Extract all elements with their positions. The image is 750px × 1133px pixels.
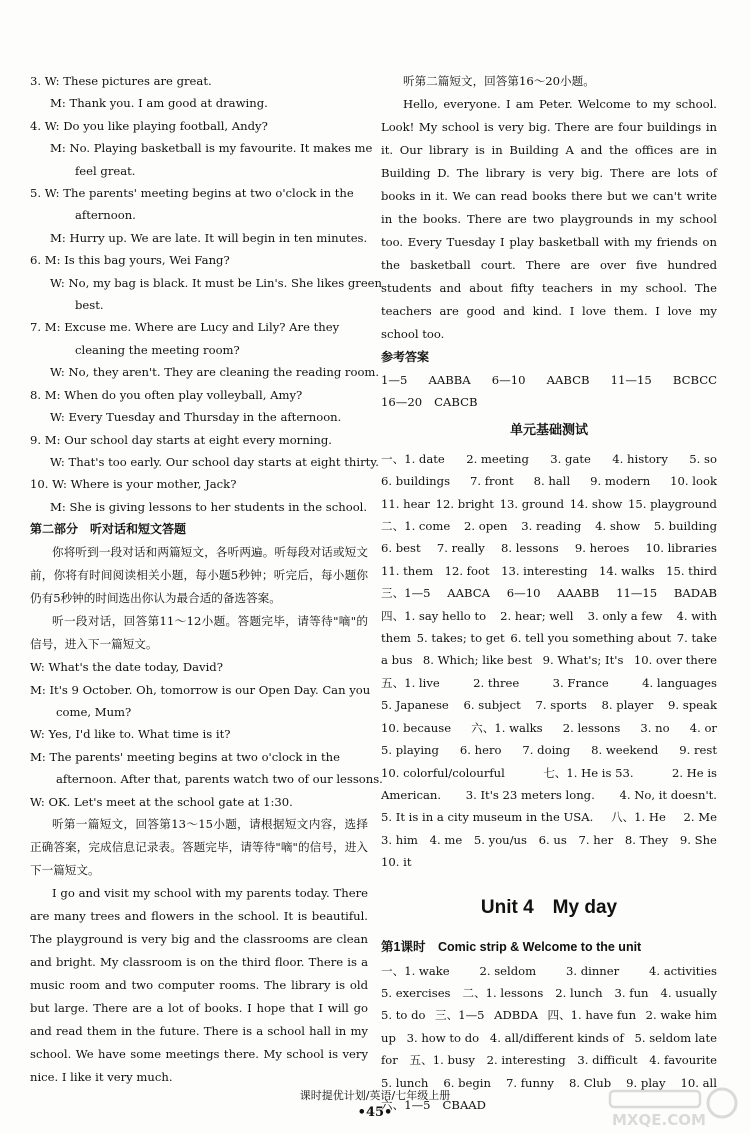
answer-cell: 1—5	[381, 373, 408, 387]
answer-cell: 3. fun	[614, 985, 649, 1000]
answer-cell: 3. It's 23 meters long.	[465, 787, 595, 802]
answer-cell: 2. open	[464, 519, 508, 534]
footer-title: 课时提优计划/英语/七年级上册	[299, 1089, 451, 1102]
dialogue-line: afternoon. After that, parents watch two of our lessons.	[56, 772, 383, 787]
answer-cell: 3. France	[552, 675, 609, 690]
answer-cell: 2. Me	[683, 810, 717, 825]
answer-row	[381, 1027, 717, 1049]
answer-row	[381, 582, 717, 604]
answer-cell: 一、1. date	[381, 451, 445, 466]
answer-cell: 五、1. busy	[409, 1053, 475, 1068]
answer-cell: AABBA	[428, 373, 471, 387]
answer-row	[381, 391, 717, 413]
answer-cell: 7. really	[436, 541, 485, 556]
answer-cell: 10. it	[381, 855, 412, 870]
answer-cell: CBAAD	[442, 1097, 486, 1112]
answer-cell: 9. What's; It's	[542, 653, 624, 668]
answer-cell: 8. Which; like best	[422, 653, 533, 668]
answer-cell: 5. takes; to get	[416, 631, 505, 646]
answer-cell: 7. her	[578, 832, 614, 847]
answer-cell: 14. walks	[598, 563, 655, 578]
dialogue-line: W: That's too early. Our school day starts at eight thirty.	[50, 454, 379, 469]
answer-cell: 8. player	[601, 698, 654, 713]
answer-cell: 四、1. say hello to	[381, 608, 487, 623]
answer-cell: 11—15	[610, 373, 652, 387]
dialogue-line: M: It's 9 October. Oh, tomorrow is our Open Day. Can you	[30, 682, 371, 697]
answer-row	[381, 448, 717, 470]
answer-cell: 4. usually	[660, 985, 717, 1000]
answer-cell: 5. so	[689, 451, 717, 466]
answer-row	[381, 694, 717, 716]
answer-cell: 5. you/us	[473, 832, 527, 847]
dialogue-line: cleaning the meeting room?	[75, 342, 240, 357]
dialogue-line: W: Every Tuesday and Thursday in the afternoon.	[50, 410, 342, 425]
answer-cell: a bus	[381, 653, 413, 668]
answer-cell: 6. us	[538, 832, 567, 847]
dialogue-line: M: She is giving lessons to her students in the school.	[50, 499, 368, 514]
dialogue-line: 8. M: When do you often play volleyball, Amy?	[30, 387, 303, 402]
answer-cell: 9. She	[679, 832, 717, 847]
part2-title: 第二部分 听对话和短文答题	[30, 522, 187, 537]
answer-cell: 五、1. live	[381, 675, 440, 690]
answer-cell: 14. show	[569, 496, 623, 511]
dialogue-line: afternoon.	[75, 208, 136, 223]
answer-cell: 7. sports	[535, 698, 587, 713]
dialogue-line: W: No, they aren't. They are cleaning the reading room.	[50, 365, 380, 380]
answer-cell: 4. or	[689, 720, 717, 735]
answer-cell: 7. doing	[522, 743, 571, 758]
answer-cell: 4. me	[429, 832, 463, 847]
answer-cell: 11. them	[381, 563, 434, 578]
answer-cell: 6. tell you something about	[510, 631, 672, 646]
reference-answers	[381, 369, 717, 414]
answer-row	[381, 1049, 717, 1071]
answer-cell: 15. playground	[627, 496, 717, 511]
answer-cell: 3. no	[640, 720, 670, 735]
answer-cell: 2. hear; well	[500, 608, 574, 623]
answer-cell: 2. lunch	[555, 985, 603, 1000]
answer-cell: 3. dinner	[565, 963, 620, 978]
answer-cell: 11. hear	[381, 496, 430, 511]
answer-cell: 一、1. wake	[381, 963, 450, 978]
answer-row	[381, 851, 717, 873]
answer-row	[381, 605, 717, 627]
answer-cell: 八、1. He	[610, 810, 666, 825]
answer-cell: 6—10	[491, 373, 526, 387]
answer-cell: 5. lunch	[381, 1075, 429, 1090]
left-column	[30, 70, 383, 1089]
answer-cell: 六、1. walks	[471, 720, 543, 735]
answer-cell: 4. history	[612, 451, 668, 466]
dialogue-2-list	[30, 656, 383, 813]
answer-cell: CABCB	[434, 395, 478, 410]
answer-cell: AABCB	[546, 373, 590, 387]
answer-cell: 9. modern	[590, 474, 651, 489]
answer-cell: 2. three	[473, 675, 520, 690]
dialogue-line: 5. W: The parents' meeting begins at two o'clock in the	[30, 186, 354, 201]
answer-cell: 9. heroes	[574, 541, 630, 556]
dialogue-line: 7. M: Excuse me. Where are Lucy and Lily? Are they	[30, 320, 340, 335]
answer-cell: 六、1—5	[381, 1097, 431, 1112]
answer-cell: 七、1. He is 53.	[543, 765, 634, 780]
part2-instructions: 你将听到一段对话和两篇短文，各听两遍。听每段对话或短文前，你将有时间阅读相关小题，每小题5秒钟；听完后，每小题你仍有5秒钟的时间选出你认为最合适的备选答案。	[30, 545, 368, 606]
passage2-text: Hello, everyone. I am Peter. Welcome to my school. Look! My school is very big. There are four buildings in it. Our library is in Building A and the offices are in Building D. The library is very big. There are lots of books in it. We can read books there but we can't write in the books. There are two playgrounds in my school too. Every Tuesday I play basketball with my friends on the basketball court. There are over five hundred students and about fifty teachers in my school. The teachers are good and kind. I love them. I love my school too.	[381, 97, 717, 341]
answer-row	[381, 1004, 717, 1026]
answer-cell: 三、1—5	[435, 1008, 485, 1023]
answer-cell: 3. only a few	[587, 608, 663, 623]
watermark-logo	[604, 1085, 744, 1129]
answer-cell: 2. lessons	[562, 720, 621, 735]
answer-cell: 12. bright	[435, 496, 494, 511]
answer-cell: 4. with	[676, 608, 717, 623]
answer-cell: 5. playing	[381, 743, 439, 758]
answer-row	[381, 627, 717, 649]
dialogue-line: 4. W: Do you like playing football, Andy?	[30, 118, 268, 133]
answer-row	[381, 717, 717, 739]
answer-cell: 5. building	[653, 519, 717, 534]
answer-cell: 9. rest	[679, 743, 717, 758]
dialogue-line: 3. W: These pictures are great.	[30, 74, 212, 88]
answer-cell: 3. reading	[521, 519, 582, 534]
passage1-intro: 听第一篇短文，回答第13～15小题，请根据短文内容，选择正确答案，完成信息记录表。答题完毕，请等待"嘀"的信号，进入下一篇短文。	[30, 816, 368, 877]
answer-cell: 4. activities	[649, 963, 717, 978]
answer-cell: 3. difficult	[577, 1053, 638, 1068]
answer-cell: 2. He is	[671, 765, 717, 780]
answer-cell: 2. wake him	[645, 1008, 717, 1023]
answer-cell: 10. look	[670, 474, 717, 489]
answer-cell: 13. interesting	[501, 563, 588, 578]
answer-cell: 4. No, it doesn't.	[619, 787, 717, 802]
answer-row	[381, 493, 717, 515]
answer-cell: 8. Club	[568, 1075, 612, 1090]
answer-cell: 四、1. have fun	[547, 1008, 637, 1023]
answer-cell: 8. lessons	[501, 541, 559, 556]
answer-cell: 10. over there	[633, 653, 717, 668]
dialogue-line: W: Yes, I'd like to. What time is it?	[30, 727, 231, 742]
dialogue-line: M: Thank you. I am good at drawing.	[50, 96, 268, 111]
answer-row	[381, 960, 717, 982]
dialogue-line: W: What's the date today, David?	[30, 660, 223, 675]
answer-row	[381, 806, 717, 828]
answer-cell: 10. libraries	[645, 541, 717, 556]
answer-row	[381, 649, 717, 671]
answer-row	[381, 515, 717, 537]
dialogue-line: W: No, my bag is black. It must be Lin's. She likes green	[50, 275, 383, 290]
dialogue-line: M: The parents' meeting begins at two o'clock in the	[30, 749, 340, 764]
answer-cell: 8. They	[624, 832, 669, 847]
answer-cell: 3. gate	[550, 451, 591, 466]
answer-row	[381, 537, 717, 559]
answer-cell: 8. hall	[533, 474, 571, 489]
dialogue-intro: 听一段对话，回答第11～12小题。答题完毕，请等待"嘀"的信号，进入下一篇短文。	[30, 614, 368, 652]
answer-row	[381, 739, 717, 761]
answer-cell: for	[381, 1053, 398, 1068]
answer-cell: 9. play	[626, 1075, 666, 1090]
dialogue-line: W: OK. Let's meet at the school gate at 1:30.	[30, 794, 293, 809]
dialogue-line: best.	[75, 298, 104, 313]
answer-cell: 10. colorful/colourful	[381, 765, 505, 780]
answer-cell: 8. weekend	[591, 743, 659, 758]
answer-cell: 4. favourite	[649, 1053, 717, 1068]
answer-cell: 6. subject	[463, 698, 521, 713]
answer-cell: 3. him	[381, 832, 418, 847]
answer-cell: 二、1. come	[381, 519, 451, 534]
unit-test-title: 单元基础测试	[509, 422, 588, 438]
dialogue-line: M: No. Playing basketball is my favourite. It makes me	[50, 141, 373, 156]
answer-cell: 5. seldom late	[634, 1030, 717, 1045]
answer-cell: 2. interesting	[486, 1053, 566, 1068]
answer-cell: 12. foot	[444, 563, 490, 578]
answer-cell: 6. hero	[459, 743, 502, 758]
dialogue-line: 6. M: Is this bag yours, Wei Fang?	[30, 253, 230, 268]
answer-cell: up	[381, 1030, 396, 1045]
answer-cell: 3. how to do	[406, 1030, 480, 1045]
dialogue-line: feel great.	[75, 163, 136, 178]
answer-cell: 5. to do	[381, 1008, 426, 1023]
answer-cell: American.	[381, 787, 442, 802]
answer-cell: 4. show	[595, 519, 641, 534]
answer-row	[381, 470, 717, 492]
answer-cell: ADBDA	[494, 1008, 538, 1023]
answer-cell: 6. begin	[443, 1075, 491, 1090]
dialogue-line: 9. M: Our school day starts at eight every morning.	[30, 432, 332, 447]
unit-title: Unit 4 My day	[480, 896, 618, 918]
answer-cell: 三、1—5	[381, 586, 431, 601]
answer-cell: 11—15	[616, 586, 658, 601]
answer-cell: BCBCC	[672, 373, 717, 387]
answer-row	[381, 784, 717, 806]
svg-text:MXQE.COM: MXQE.COM	[612, 1111, 706, 1129]
answer-row	[381, 672, 717, 694]
passage2-intro: 听第二篇短文，回答第16～20小题。	[403, 74, 595, 88]
dialogue-line: come, Mum?	[56, 704, 132, 719]
lesson-title: 第1课时 Comic strip & Welcome to the unit	[381, 939, 642, 954]
answer-cell: 5. exercises	[381, 985, 451, 1000]
answer-cell: 6. buildings	[381, 474, 451, 489]
reference-answer-title: 参考答案	[381, 350, 430, 364]
answer-cell: 9. speak	[668, 698, 717, 713]
answer-cell: 7. funny	[505, 1075, 554, 1090]
answer-cell: 10. because	[381, 720, 452, 735]
unit-test-answers	[381, 448, 717, 874]
answer-cell: 二、1. lessons	[462, 985, 544, 1000]
answer-row	[381, 369, 717, 391]
passage1-text: I go and visit my school with my parents today. There are many trees and flowers in the school. It is beautiful. The playground is very big and the classrooms are clean and bright. My classroom is on the third floor. There is a music room and two computer rooms. The library is old but large. There are a lot of books. I hope that I will go and read them in the future. There is a school hall in my school. We have some meetings there. My school is very nice. I like it very much.	[30, 885, 368, 1084]
page-number: •45•	[357, 1105, 393, 1120]
answer-row	[381, 560, 717, 582]
answer-cell: 10. all	[680, 1075, 717, 1090]
answer-cell: 6—10	[506, 586, 541, 601]
answer-cell: 2. meeting	[466, 451, 529, 466]
answer-row	[381, 762, 717, 784]
answer-cell: 7. take	[676, 631, 717, 646]
answer-cell: 5. It is in a city museum in the USA.	[381, 810, 594, 825]
answer-cell: 6. best	[381, 541, 421, 556]
answer-cell: AABCA	[447, 586, 490, 601]
answer-cell: AAABB	[557, 586, 600, 601]
answer-cell: 5. Japanese	[381, 698, 449, 713]
answer-cell: 16—20	[381, 395, 423, 410]
answer-row	[381, 829, 717, 851]
answer-cell: 15. third	[666, 563, 717, 578]
answer-cell: 4. all/different kinds of	[489, 1030, 624, 1045]
answer-row	[381, 982, 717, 1004]
answer-cell: BADAB	[673, 586, 717, 601]
right-column	[381, 70, 717, 1116]
answer-cell: 2. seldom	[479, 963, 537, 978]
answer-cell: 7. front	[470, 474, 514, 489]
answer-cell: 13. ground	[499, 496, 565, 511]
dialogue-line: M: Hurry up. We are late. It will begin in ten minutes.	[50, 230, 368, 245]
dialogue-line: 10. W: Where is your mother, Jack?	[30, 477, 237, 492]
answer-cell: 4. languages	[642, 675, 717, 690]
dialogue-list	[30, 70, 383, 518]
answer-cell: them	[381, 631, 411, 646]
